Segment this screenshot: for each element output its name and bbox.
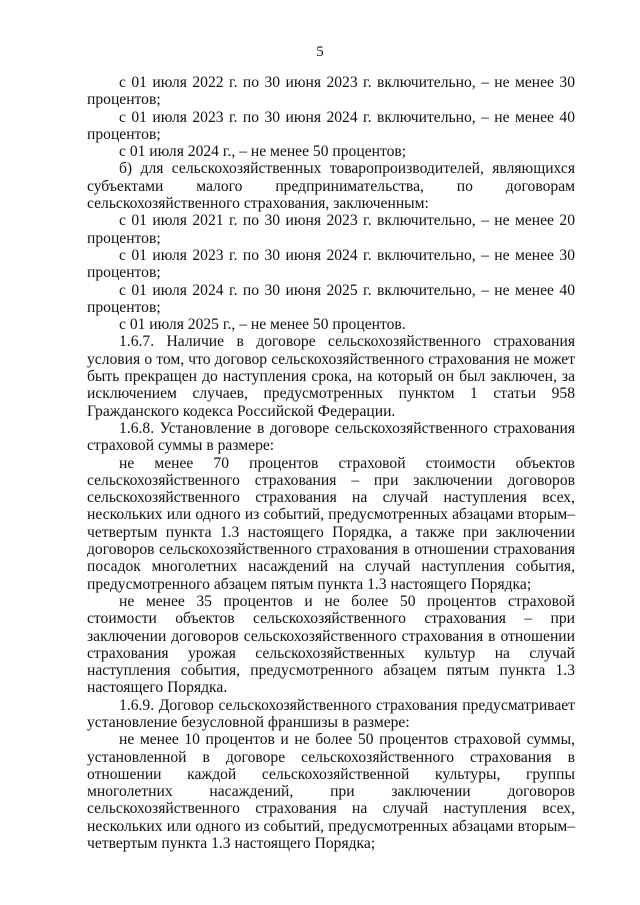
paragraph: с 01 июля 2022 г. по 30 июня 2023 г. включительно, – не менее 30 процентов; xyxy=(87,74,575,109)
document-body xyxy=(87,74,575,852)
clause-1-6-7: 1.6.7. Наличие в договоре сельскохозяйственного страхования условия о том, что договор сельскохозяйственного страхования не может быть прекращен до наступления срока, на который он был заключен, за исключением случаев, предусмотренных пунктом 1 статьи 958 Гражданского кодекса Российской Федерации. xyxy=(87,333,575,420)
clause-1-6-8: 1.6.8. Установление в договоре сельскохозяйственного страхования страховой суммы в размере: xyxy=(87,419,575,455)
paragraph: с 01 июля 2021 г. по 30 июня 2023 г. включительно, – не менее 20 процентов; xyxy=(87,212,575,247)
page-number: 5 xyxy=(316,44,324,60)
paragraph: не менее 10 процентов и не более 50 процентов страховой суммы, установленной в договоре сельскохозяйственного страхования в отношении каждой сельскохозяйственной культуры, группы многолетних насаждений, при заключении договоров сельскохозяйственного страхования на случай наступления всех, нескольких или одного из событий, предусмотренных абзацами вторым–четвертым пункта 1.3 настоящего Порядка; xyxy=(87,731,575,853)
paragraph: с 01 июля 2023 г. по 30 июня 2024 г. включительно, – не менее 40 процентов; xyxy=(87,108,575,143)
paragraph: с 01 июля 2024 г., – не менее 50 процентов; xyxy=(119,143,407,161)
paragraph: с 01 июля 2025 г., – не менее 50 процентов. xyxy=(119,316,406,334)
paragraph: не менее 35 процентов и не более 50 процентов страховой стоимости объектов сельскохозяйственного страхования – при заключении договоров сельскохозяйственного страхования в отношении страхования урожая сельскохозяйственных культур на случай наступления события, предусмотренного абзацем пятым пункта 1.3 настоящего Порядка. xyxy=(87,592,575,697)
paragraph: с 01 июля 2024 г. по 30 июня 2025 г. включительно, – не менее 40 процентов; xyxy=(87,281,575,316)
paragraph: б) для сельскохозяйственных товаропроизводителей, являющихся субъектами малого предпринимательства, по договорам сельскохозяйственного страхования, заключенным: xyxy=(87,160,575,213)
clause-1-6-9: 1.6.9. Договор сельскохозяйственного страхования предусматривает установление безусловной франшизы в размере: xyxy=(87,696,575,731)
paragraph: с 01 июля 2023 г. по 30 июня 2024 г. включительно, – не менее 30 процентов; xyxy=(87,246,575,282)
paragraph: не менее 70 процентов страховой стоимости объектов сельскохозяйственного страхования – при заключении договоров сельскохозяйственного страхования на случай наступления всех, нескольких или одного из событий, предусмотренных абзацами вторым–четвертым пункта 1.3 настоящего Порядка, а также при заключении договоров сельскохозяйственного страхования в отношении страхования посадок многолетних насаждений на случай наступления события, предусмотренного абзацем пятым пункта 1.3 настоящего Порядка; xyxy=(87,454,575,593)
